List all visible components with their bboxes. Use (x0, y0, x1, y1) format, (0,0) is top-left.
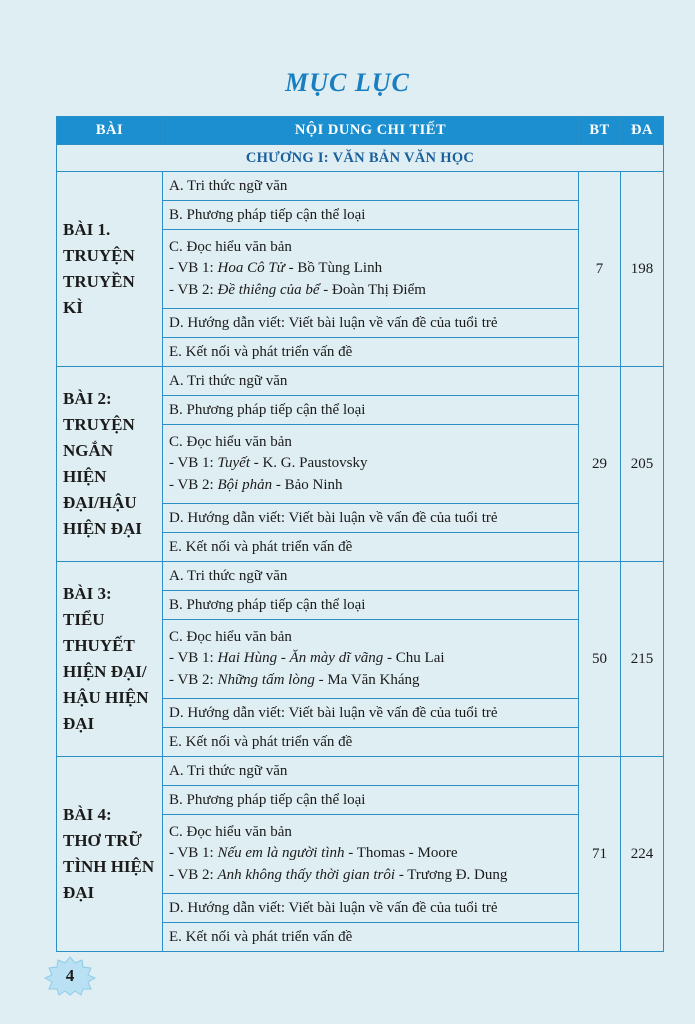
section-heading: C. Đọc hiểu văn bản (169, 823, 292, 840)
lesson-title (57, 172, 163, 367)
reading-text-line (169, 475, 572, 497)
reading-section (163, 230, 579, 309)
table-row (57, 562, 664, 591)
text-prefix: - VB 2: (169, 671, 218, 688)
bt-page: 71 (579, 757, 621, 952)
text-prefix: - VB 1: (169, 845, 218, 862)
content-item: D. Hướng dẫn viết: Viết bài luận về vấn đề của tuổi trẻ (163, 504, 579, 533)
reading-text-line (169, 670, 572, 692)
content-item: E. Kết nối và phát triển vấn đề (163, 923, 579, 952)
lesson-title-line: TRUYỀN KÌ (63, 272, 135, 317)
da-page: 215 (621, 562, 664, 757)
table-row (57, 757, 664, 786)
reading-text-line (169, 865, 572, 887)
content-item: B. Phương pháp tiếp cận thể loại (163, 786, 579, 815)
work-title: Bội phản (217, 476, 273, 493)
lesson-title (57, 367, 163, 562)
work-author: - Chu Lai (383, 650, 445, 667)
work-title: Anh không thấy thời gian trôi (217, 866, 396, 883)
lesson-title-line: TRUYỆN (63, 246, 135, 265)
content-item: A. Tri thức ngữ văn (163, 757, 579, 786)
text-prefix: - VB 2: (169, 476, 218, 493)
lesson-title-line: TÌNH HIỆN (63, 857, 155, 876)
work-title: Hoa Cô Tử (217, 260, 285, 277)
content-item: E. Kết nối và phát triển vấn đề (163, 728, 579, 757)
work-title: Đề thiêng của bể (217, 281, 320, 298)
content-item: A. Tri thức ngữ văn (163, 367, 579, 396)
reading-section (163, 425, 579, 504)
bt-page: 50 (579, 562, 621, 757)
content-item: E. Kết nối và phát triển vấn đề (163, 533, 579, 562)
lesson-title-line: HẬU HIỆN (63, 688, 149, 707)
page-title: MỤC LỤC (285, 68, 410, 97)
lesson-title-line: THUYẾT (63, 636, 135, 655)
content-item: E. Kết nối và phát triển vấn đề (163, 338, 579, 367)
text-prefix: - VB 1: (169, 650, 218, 667)
lesson-title-line: TRUYỆN (63, 415, 135, 434)
lesson-title-line: BÀI 4: (63, 805, 112, 824)
reading-section (163, 815, 579, 894)
lesson-title-line: HIỆN ĐẠI (63, 519, 142, 538)
lesson-title-line: THƠ TRỮ (63, 831, 142, 850)
table-row (57, 172, 664, 201)
reading-text-line (169, 258, 572, 280)
bt-page: 7 (579, 172, 621, 367)
content-item: B. Phương pháp tiếp cận thể loại (163, 591, 579, 620)
lesson-title-line: BÀI 3: (63, 584, 112, 603)
text-prefix: - VB 1: (169, 260, 218, 277)
work-author: - Ma Văn Kháng (314, 671, 420, 688)
header-da: ĐA (621, 117, 664, 145)
da-page: 198 (621, 172, 664, 367)
reading-text-line (169, 648, 572, 670)
content-item: D. Hướng dẫn viết: Viết bài luận về vấn đề của tuổi trẻ (163, 309, 579, 338)
reading-section (163, 620, 579, 699)
da-page: 205 (621, 367, 664, 562)
content-item: D. Hướng dẫn viết: Viết bài luận về vấn đề của tuổi trẻ (163, 894, 579, 923)
work-title: Những tấm lòng (217, 671, 315, 688)
reading-text-line (169, 453, 572, 475)
text-prefix: - VB 2: (169, 866, 218, 883)
header-content: NỘI DUNG CHI TIẾT (163, 117, 579, 145)
work-title: Hai Hùng - Ăn mày dĩ vãng (217, 650, 384, 667)
header-bt: BT (579, 117, 621, 145)
page-number-badge (44, 956, 96, 996)
work-author: - K. G. Paustovsky (249, 455, 368, 472)
reading-text-line (169, 843, 572, 865)
text-prefix: - VB 2: (169, 281, 218, 298)
reading-text-line (169, 280, 572, 302)
content-item: B. Phương pháp tiếp cận thể loại (163, 201, 579, 230)
table-of-contents (56, 116, 664, 952)
lesson-title-line: TIỂU (63, 610, 105, 629)
work-title: Tuyết (217, 455, 250, 472)
lesson-title-line: BÀI 1. (63, 220, 111, 239)
table-row (57, 367, 664, 396)
content-item: A. Tri thức ngữ văn (163, 172, 579, 201)
text-prefix: - VB 1: (169, 455, 218, 472)
section-heading: C. Đọc hiểu văn bản (169, 238, 292, 255)
work-author: - Thomas - Moore (344, 845, 458, 862)
work-author: - Bảo Ninh (272, 476, 343, 493)
da-page: 224 (621, 757, 664, 952)
chapter-row (57, 145, 664, 172)
lesson-title-line: ĐẠI (63, 883, 95, 902)
content-item: D. Hướng dẫn viết: Viết bài luận về vấn đề của tuổi trẻ (163, 699, 579, 728)
chapter-title: CHƯƠNG I: VĂN BẢN VĂN HỌC (57, 145, 664, 172)
section-heading: C. Đọc hiểu văn bản (169, 433, 292, 450)
work-author: - Bồ Tùng Linh (284, 260, 383, 277)
work-title: Nếu em là người tình (217, 845, 345, 862)
page-number: 4 (65, 966, 75, 985)
section-heading: C. Đọc hiểu văn bản (169, 628, 292, 645)
lesson-title-line: ĐẠI (63, 714, 95, 733)
content-item: B. Phương pháp tiếp cận thể loại (163, 396, 579, 425)
lesson-title (57, 562, 163, 757)
table-header-row (57, 117, 664, 145)
header-lesson: BÀI (57, 117, 163, 145)
bt-page: 29 (579, 367, 621, 562)
lesson-title-line: ĐẠI/HẬU (63, 493, 137, 512)
work-author: - Đoàn Thị Điểm (319, 281, 426, 298)
lesson-title-line: BÀI 2: (63, 389, 112, 408)
lesson-title-line: NGẮN HIỆN (63, 441, 114, 486)
lesson-title-line: HIỆN ĐẠI/ (63, 662, 147, 681)
content-item: A. Tri thức ngữ văn (163, 562, 579, 591)
lesson-title (57, 757, 163, 952)
work-author: - Trương Đ. Dung (395, 866, 508, 883)
